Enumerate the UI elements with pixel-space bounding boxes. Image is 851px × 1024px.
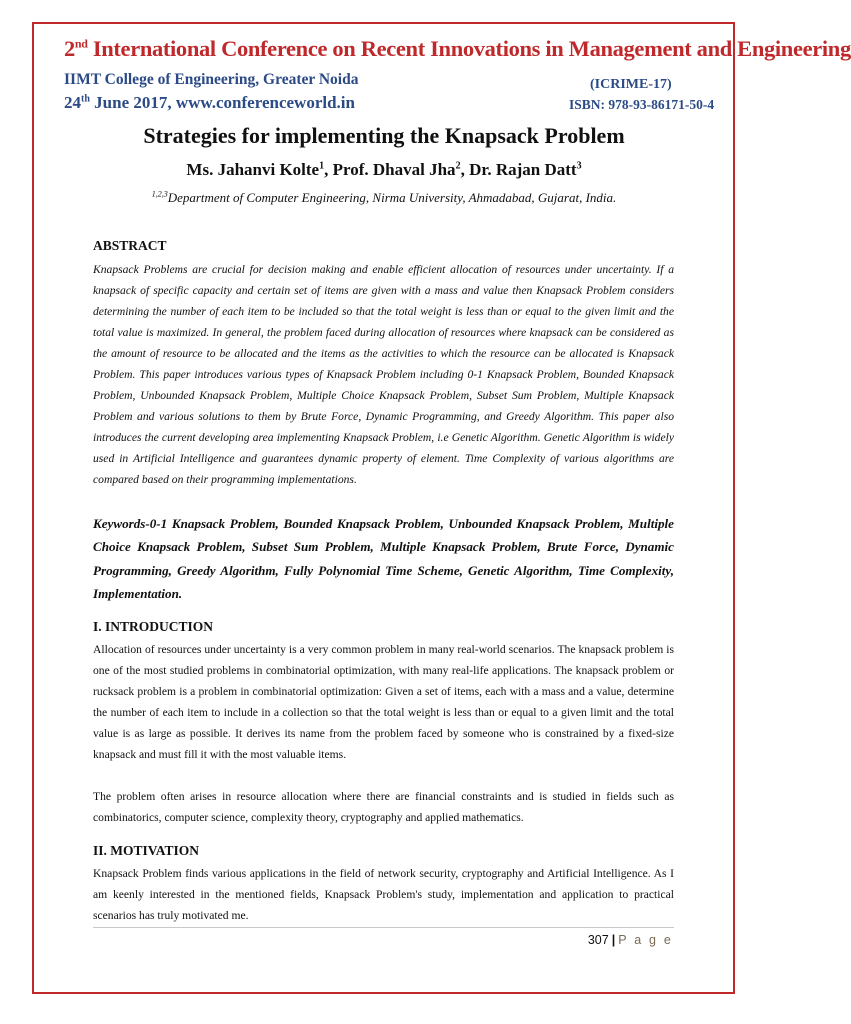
conference-title: 2nd International Conference on Recent Innovations in Management and Engineering [64, 36, 851, 61]
author-name: Prof. Dhaval Jha [332, 160, 456, 179]
page-label: P a g e [618, 933, 673, 947]
page-footer [588, 933, 673, 947]
keywords-text: Keywords-0-1 Knapsack Problem, Bounded Knapsack Problem, Unbounded Knapsack Problem, Multiple Choice Knapsack Problem, Subset Sum Problem, Multiple Knapsack Problem, Brute Force, Dynamic Programming, Greedy Algorithm, Fully Polynomial Time Scheme, Genetic Algorithm, Time Complexity, Implementation. [93, 516, 674, 601]
author-name: Ms. Jahanvi Kolte [186, 160, 320, 179]
author-affiliation: $^{1,2,3}$Department of Computer Engineering, Nirma University, Ahmadabad, Gujarat, India. [151, 189, 617, 205]
conference-acronym: (ICRIME-17) [590, 77, 672, 92]
isbn-number: ISBN: 978-93-86171-50-4 [569, 97, 715, 112]
motivation-paragraph: Knapsack Problem finds various applications in the field of network security, cryptography and Artificial Intelligence. As I am keenly interested in the mentioned fields, Knapsack Problem's study, implementation and application to practical scenarios has truly motivated me. [93, 867, 674, 922]
abstract-heading: ABSTRACT [93, 238, 167, 253]
conference-date: 24th June 2017, www.conferenceworld.in [64, 93, 355, 112]
introduction-heading: I. INTRODUCTION [93, 619, 214, 634]
motivation-heading: II. MOTIVATION [93, 843, 200, 858]
conference-venue: IIMT College of Engineering, Greater Noida [64, 71, 359, 88]
footer-separator: | [611, 933, 616, 947]
page-number: 307 [587, 933, 609, 947]
introduction-paragraph-1: Allocation of resources under uncertainty is a very common problem in many real-world scenarios. The knapsack problem is one of the most studied problems in combinatorial optimization, with many real-life applications. The knapsack problem or rucksack problem is a problem in combinatorial optimization: Given a set of items, each with a mass and a value, determine the number of each item to include in a collection so that the total weight is less than or equal to a given limit and the total value is as large as possible. It derives its name from the problem faced by someone who is constrained by a fixed-size knapsack and must fill it with the most valuable items. [93, 643, 674, 761]
abstract-text: Knapsack Problems are crucial for decision making and enable efficient allocation of resources under uncertainty. If a knapsack of specific capacity and certain set of items are given with a mass and value then Knapsack Problem considers determining the number of each item to be included so that the total weight is less than or equal to the given limit and the total value is maximized. In general, the problem faced during allocation of resources where knapsack can be considered as the amount of resource to be allocated and the items as the activities to which the resource can be allocated is Knapsack Problem. This paper introduces various types of Knapsack Problem including 0-1 Knapsack Problem, Bounded Knapsack Problem, Unbounded Knapsack Problem, Multiple Choice Knapsack Problem, Subset Sum Problem, Multiple Knapsack Problem and various solutions to them by Brute Force, Dynamic Programming, and Greedy Algorithm. This paper also introduces the current developing area implementing Knapsack Problem, i.e Genetic Algorithm. Genetic Algorithm is widely used in Artificial Intelligence and guarantees dynamic property of element. Time Complexity of various algorithms are compared based on their programming implementations. [93, 263, 674, 486]
author-list: Ms. Jahanvi Kolte$^1$, Prof. Dhaval Jha$^2$, Dr. Rajan Datt$^3$ [186, 160, 582, 179]
footer-rule [93, 927, 674, 928]
author-name: Dr. Rajan Datt [469, 160, 577, 179]
paper-title: Strategies for implementing the Knapsack Problem [143, 123, 625, 148]
introduction-paragraph-2: The problem often arises in resource allocation where there are financial constraints and is studied in fields such as combinatorics, computer science, complexity theory, cryptography and applied mathematics. [93, 790, 674, 824]
